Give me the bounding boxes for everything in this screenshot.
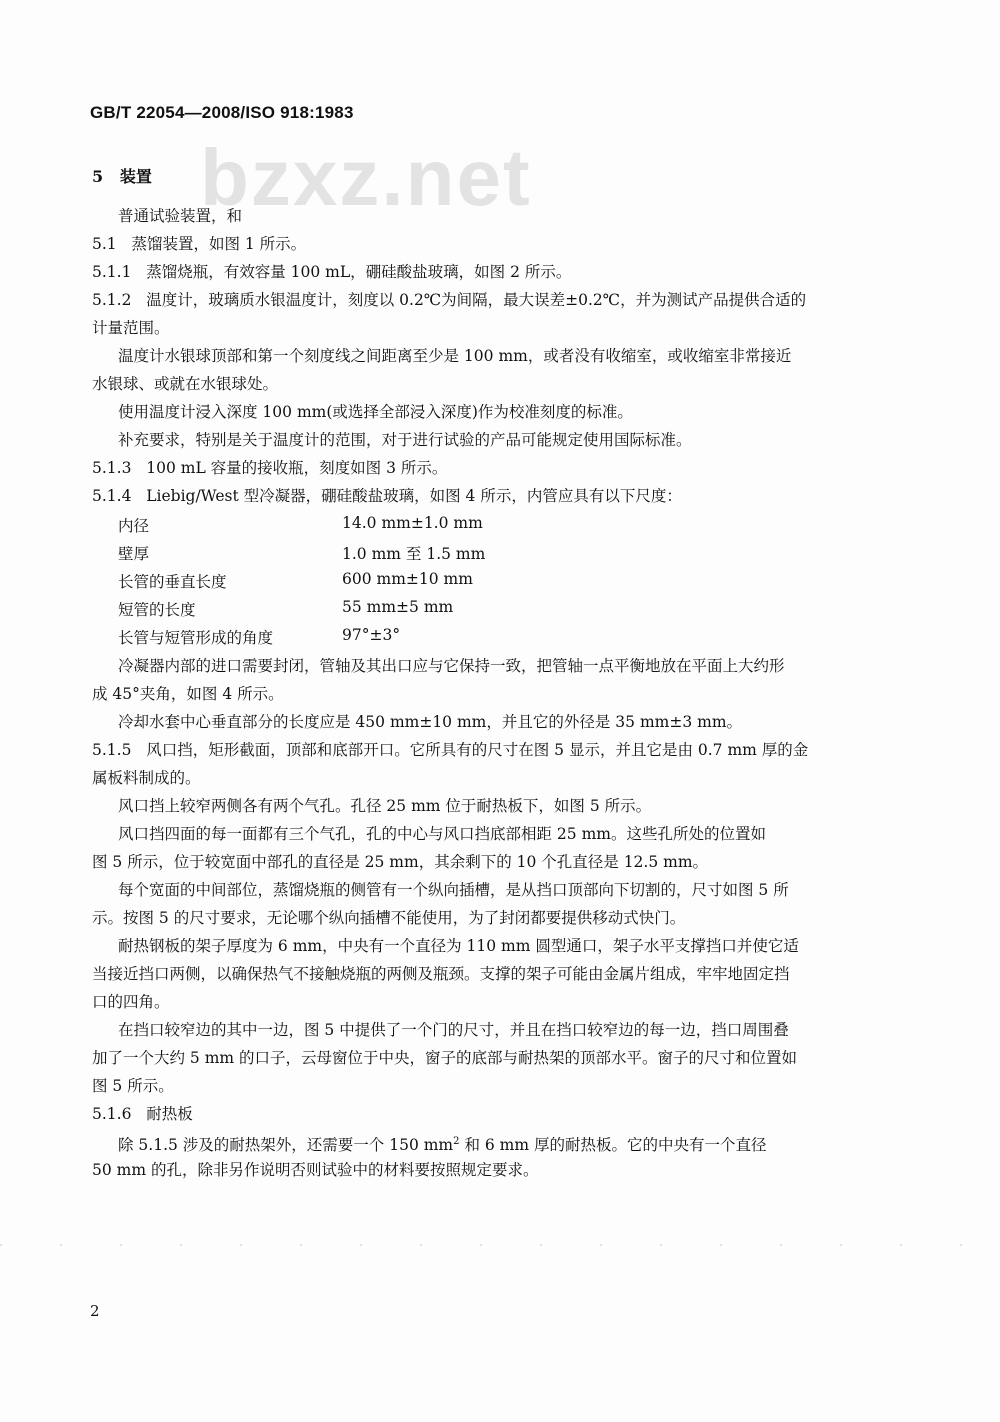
clause-number: 5.1.2: [92, 291, 132, 309]
dimension-name: 壁厚: [118, 545, 150, 563]
paragraph-windshield-5-end: 图 5 所示。: [92, 1077, 174, 1095]
superscript: 2: [453, 1136, 460, 1147]
page-number: 2: [90, 1302, 100, 1320]
paragraph-intro: 普通试验装置，和: [118, 207, 243, 225]
clause-5-1-4: [92, 486, 682, 506]
dimension-value: 55 mm±5 mm: [342, 598, 454, 616]
paragraph-windshield-2: 风口挡四面的每一面都有三个气孔，孔的中心与风口挡底部相距 25 mm。这些孔所处的位置如: [118, 825, 766, 843]
clause-5-1: [92, 234, 306, 254]
paragraph-thermometer-3: 补充要求，特别是关于温度计的范围，对于进行试验的产品可能规定使用国际标准。: [118, 431, 692, 449]
clause-5-1-3: [92, 458, 447, 478]
dimension-name: 长管与短管形成的角度: [118, 629, 274, 647]
section-heading: [92, 164, 152, 187]
clause-number: 5.1: [92, 235, 117, 253]
clause-number: 5.1.4: [92, 487, 132, 505]
paragraph-windshield-5: 在挡口较窄边的其中一边，图 5 中提供了一个门的尺寸，并且在挡口较窄边的每一边，挡口周围叠: [118, 1021, 789, 1039]
clause-5-1-6: [92, 1104, 193, 1124]
dimension-value: 97°±3°: [342, 626, 401, 644]
clause-text: 风口挡，矩形截面，顶部和底部开口。它所具有的尺寸在图 5 显示，并且它是由 0.7 mm 厚的金: [146, 741, 809, 759]
clause-text: 蒸馏装置，如图 1 所示。: [131, 235, 307, 253]
clause-text: 耐热板: [146, 1105, 193, 1123]
paragraph-heat-plate-cont: 50 mm 的孔，除非另作说明否则试验中的材料要按照规定要求。: [92, 1161, 539, 1179]
paragraph-windshield-3-cont: 示。按图 5 的尺寸要求，无论哪个纵向插槽不能使用，为了封闭都要提供移动式快门。: [92, 909, 686, 927]
clause-number: 5.1.3: [92, 459, 132, 477]
paragraph-windshield-5-cont: 加了一个大约 5 mm 的口子，云母窗位于中央，窗子的底部与耐热架的顶部水平。窗子的尺寸和位置如: [92, 1049, 798, 1067]
clause-text: Liebig/West 型冷凝器，硼硅酸盐玻璃，如图 4 所示，内管应具有以下尺度：: [146, 487, 682, 505]
clause-number: 5.1.6: [92, 1105, 132, 1123]
standard-header: GB/T 22054—2008/ISO 918:1983: [90, 103, 354, 122]
paragraph-windshield-1: 风口挡上较窄两侧各有两个气孔。孔径 25 mm 位于耐热板下，如图 5 所示。: [118, 797, 652, 815]
paragraph-thermometer-2: 使用温度计浸入深度 100 mm(或选择全部浸入深度)作为校准刻度的标准。: [118, 403, 633, 421]
dimension-name: 长管的垂直长度: [118, 573, 227, 591]
paragraph-thermometer-1: 温度计水银球顶部和第一个刻度线之间距离至少是 100 mm，或者没有收缩室，或收缩室非常接近: [118, 347, 792, 365]
dimension-name: 内径: [118, 517, 150, 535]
clause-text: 蒸馏烧瓶，有效容量 100 mL，硼硅酸盐玻璃，如图 2 所示。: [146, 263, 572, 281]
clause-5-1-2-cont: 计量范围。: [92, 319, 170, 337]
clause-text: 温度计，玻璃质水银温度计，刻度以 0.2℃为间隔，最大误差±0.2℃，并为测试产品提供合适的: [146, 291, 807, 309]
watermark: bzxz.net: [200, 133, 532, 222]
clause-5-1-5: [92, 740, 808, 760]
clause-5-1-2: [92, 290, 908, 310]
paragraph-windshield-4-end: 口的四角。: [92, 993, 170, 1011]
paragraph-thermometer-1-cont: 水银球、或就在水银球处。: [92, 375, 279, 393]
paragraph-windshield-4: 耐热钢板的架子厚度为 6 mm，中央有一个直径为 110 mm 圆型通口，架子水平支撑挡口并使它适: [118, 937, 799, 955]
clause-number: 5.1.5: [92, 741, 132, 759]
dimension-value: 1.0 mm 至 1.5 mm: [342, 545, 486, 563]
scan-dot-line: [0, 1244, 1000, 1246]
heat-plate-text-a: 除 5.1.5 涉及的耐热架外，还需要一个 150 mm: [118, 1136, 454, 1154]
paragraph-heat-plate: [118, 1132, 766, 1155]
paragraph-windshield-2-cont: 图 5 所示，位于较宽面中部孔的直径是 25 mm，其余剩下的 10 个孔直径是 12.5 mm。: [92, 853, 709, 871]
clause-text: 100 mL 容量的接收瓶，刻度如图 3 所示。: [146, 459, 448, 477]
dimension-name: 短管的长度: [118, 601, 196, 619]
paragraph-condenser-1-cont: 成 45°夹角，如图 4 所示。: [92, 685, 284, 703]
clause-5-1-5-cont: 属板料制成的。: [92, 769, 201, 787]
dimension-value: 14.0 mm±1.0 mm: [342, 514, 483, 532]
section-number: 5: [92, 167, 104, 186]
paragraph-windshield-3: 每个宽面的中间部位，蒸馏烧瓶的侧管有一个纵向插槽，是从挡口顶部向下切割的，尺寸如图 5 所: [118, 881, 789, 899]
clause-number: 5.1.1: [92, 263, 132, 281]
paragraph-condenser-2: 冷却水套中心垂直部分的长度应是 450 mm±10 mm，并且它的外径是 35 mm±3 mm。: [118, 713, 743, 731]
paragraph-condenser-1: 冷凝器内部的进口需要封闭，管轴及其出口应与它保持一致，把管轴一点平衡地放在平面上大约形: [118, 657, 785, 675]
clause-5-1-1: [92, 262, 571, 282]
paragraph-windshield-4-cont: 当接近挡口两侧，以确保热气不接触烧瓶的两侧及瓶颈。支撑的架子可能由金属片组成，牢牢地固定挡: [92, 965, 790, 983]
dimension-value: 600 mm±10 mm: [342, 570, 473, 588]
section-title: 装置: [119, 167, 152, 186]
heat-plate-text-b: 和 6 mm 厚的耐热板。它的中央有一个直径: [459, 1136, 767, 1154]
